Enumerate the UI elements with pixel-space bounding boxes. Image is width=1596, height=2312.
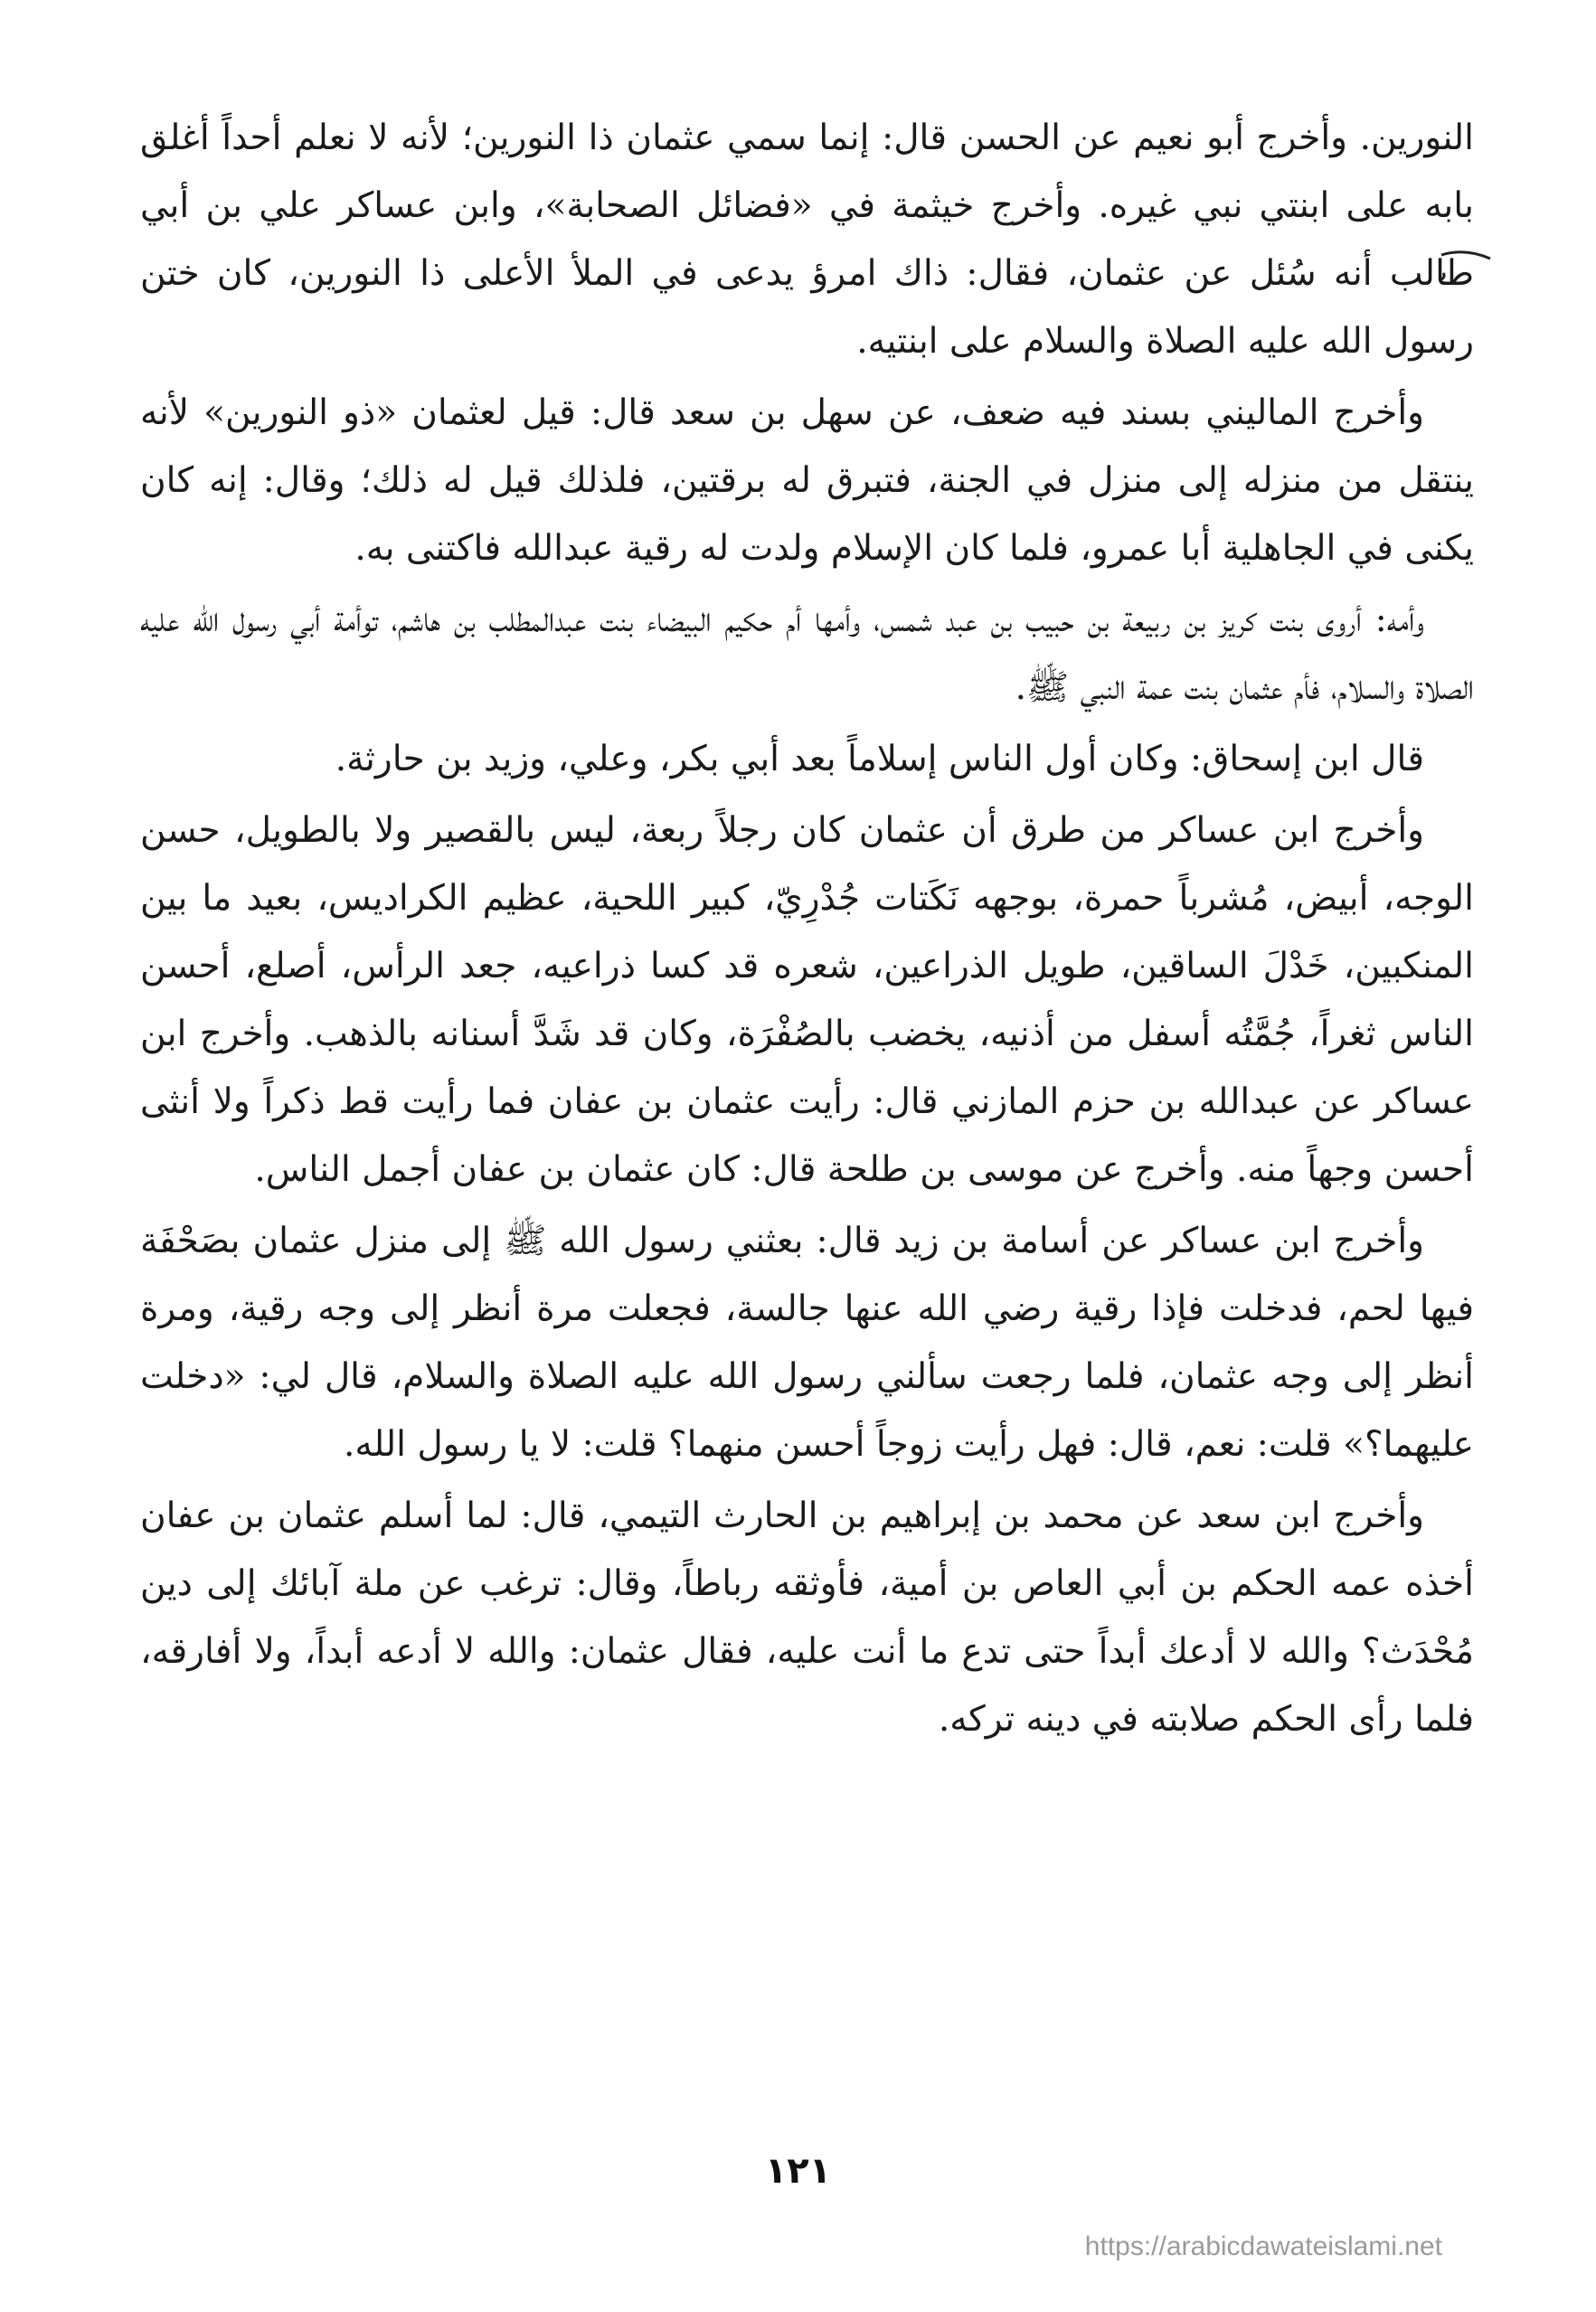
paragraph-7: وأخرج ابن سعد عن محمد بن إبراهيم بن الحارث التيمي، قال: لما أسلم عثمان بن عفان أخذه عمه الحكم بن أبي العاص بن أمية، فأوثقه رباطاً، وقال: ترغب عن ملة آبائك إلى دين مُحْدَث؟ والله لا أدعك أبداً حتى تدع ما أنت عليه، فقال عثمان: والله لا أدعه أبداً، ولا أفارقه، فلما رأى الحكم صلابته في دينه تركه. bbox=[140, 1496, 1474, 1740]
margin-stroke-mark bbox=[1438, 246, 1494, 282]
paragraph-4: قال ابن إسحاق: وكان أول الناس إسلاماً بعد أبي بكر، وعلي، وزيد بن حارثة. bbox=[335, 739, 1424, 779]
watermark-url: https://arabicdawateislami.net bbox=[1084, 2232, 1442, 2261]
paragraph-6: وأخرج ابن عساكر عن أسامة بن زيد قال: بعثني رسول الله ﷺ إلى منزل عثمان بصَحْفَة فيها لحم، فدخلت فإذا رقية رضي الله عنها جالسة، فجعلت مرة أنظر إلى وجه رقية، ومرة أنظر إلى وجه عثمان، فلما رجعت سألني رسول الله عليه الصلاة والسلام، قال لي: «دخلت عليهما؟» قلت: نعم، قال: فهل رأيت زوجاً أحسن منهما؟ قلت: لا يا رسول الله. bbox=[140, 1221, 1474, 1465]
paragraph-2: وأخرج الماليني بسند فيه ضعف، عن سهل بن سعد قال: قيل لعثمان «ذو النورين» لأنه ينتقل من منزله إلى منزل في الجنة، فتبرق له برقتين، فلذلك قيل له ذلك؛ وقال: إنه كان يكنى في الجاهلية أبا عمرو، فلما كان الإسلام ولدت له رقية عبدالله فاكتنى به. bbox=[140, 392, 1474, 569]
paragraph-1: النورين. وأخرج أبو نعيم عن الحسن قال: إنما سمي عثمان ذا النورين؛ لأنه لا نعلم أحداً أغلق بابه على ابنتي نبي غيره. وأخرج خيثمة في «فضائل الصحابة»، وابن عساكر علي بن أبي طالب أنه سُئل عن عثمان، فقال: ذاك امرؤ يدعى في الملأ الأعلى ذا النورين، كان ختن رسول الله عليه الصلاة والسلام على ابنتيه. bbox=[140, 118, 1474, 362]
page-number: ١٢١ bbox=[764, 2150, 832, 2192]
document-body bbox=[140, 104, 1474, 1757]
paragraph-3: وأمه: أروى بنت كريز بن ربيعة بن حبيب بن عبد شمس، وأمها أم حكيم البيضاء بنت عبدالمطلب بن هاشم، توأمة أبي رسول الله عليه الصلاة والسلام، فأم عثمان بنت عمة النبي ﷺ. bbox=[140, 599, 1474, 708]
paragraph-5: وأخرج ابن عساكر من طرق أن عثمان كان رجلاً ربعة، ليس بالقصير ولا بالطويل، حسن الوجه، أبيض، مُشرباً حمرة، بوجهه نَكَتات جُدْرِيّ، كبير اللحية، عظيم الكراديس، بعيد ما بين المنكبين، خَدْلَ الساقين، طويل الذراعين، شعره قد كسا ذراعيه، جعد الرأس، أصلع، أحسن الناس ثغراً، جُمَّتُه أسفل من أذنيه، يخضب بالصُفْرَة، وكان قد شَدَّ أسنانه بالذهب. وأخرج ابن عساكر عن عبدالله بن حزم المازني قال: رأيت عثمان بن عفان فما رأيت قط ذكراً ولا أنثى أحسن وجهاً منه. وأخرج عن موسى بن طلحة قال: كان عثمان بن عفان أجمل الناس. bbox=[140, 810, 1474, 1190]
